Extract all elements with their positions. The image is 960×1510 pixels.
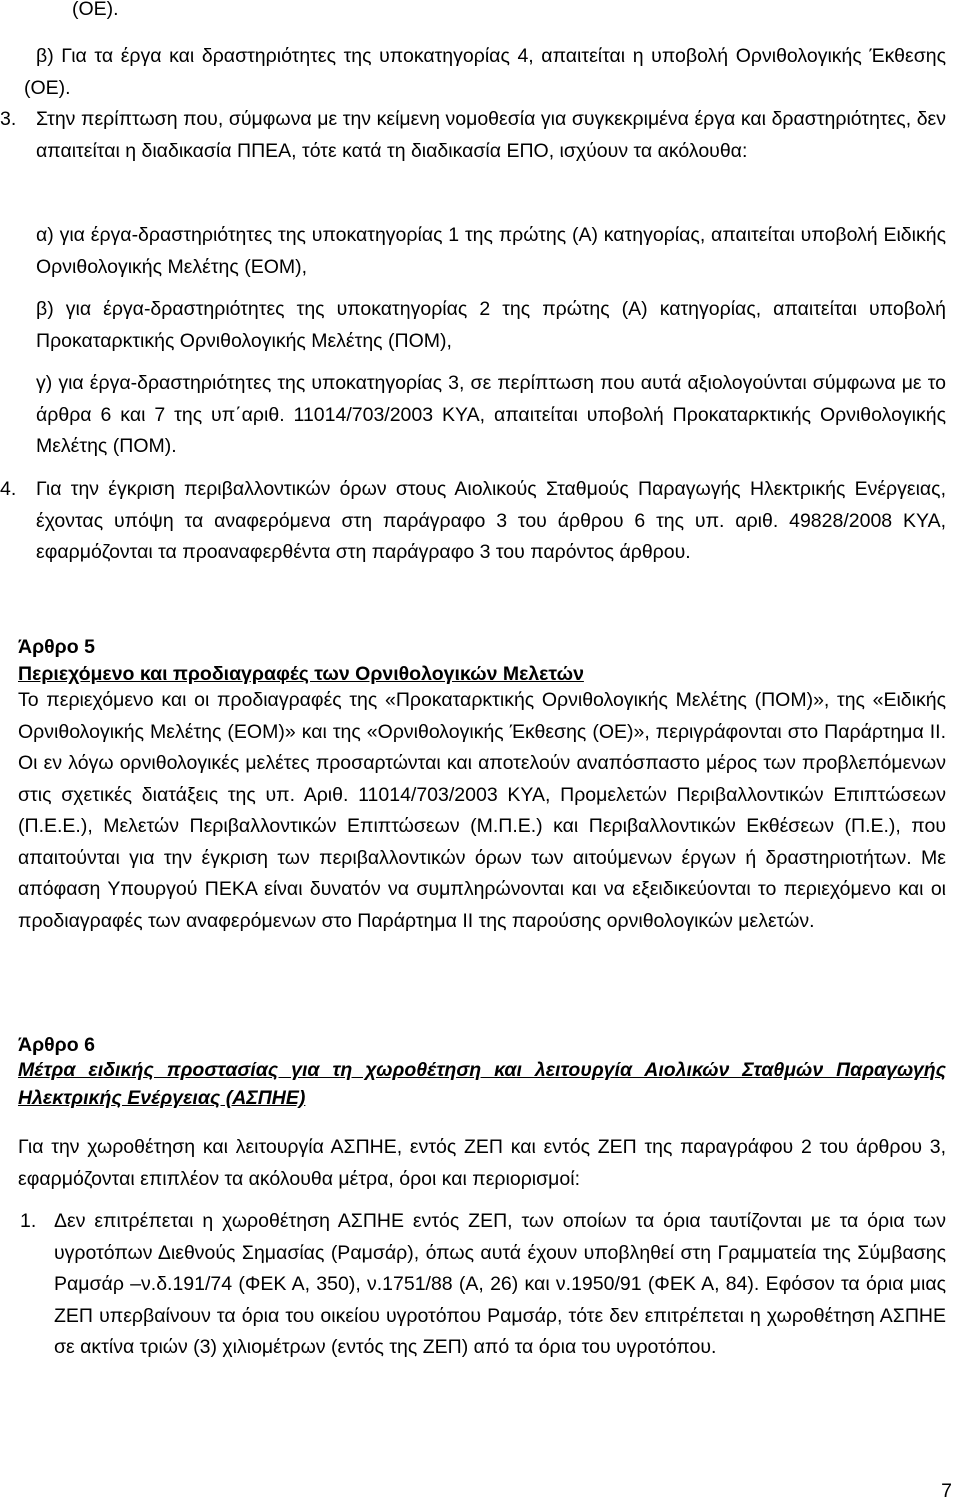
article-6-item-1-number: 1. (20, 1210, 37, 1232)
top-fragment: (ΟΕ). (72, 0, 119, 20)
article-5-body: Το περιεχόμενο και οι προδιαγραφές της «Προκαταρκτικής Ορνιθολογικής Μελέτης (ΠΟΜ)», της «Ειδικής Ορνιθολογικής Μελέτης (ΕΟΜ)» και της «Ορνιθολογικής Έκθεσης (ΟΕ)», περιγράφονται στο Παράρτημα ΙΙ. Οι εν λόγω ορνιθολογικές μελέτες προσαρτώνται και αποτελούν αναπόσπαστο μέρος των προβλεπόμενων στις σχετικές διατάξεις της υπ. Αριθ. 11014/703/2003 ΚΥΑ, Προμελετών Περιβαλλοντικών Επιπτώσεων (Π.Ε.Ε.), Μελετών Περιβαλλοντικών Επιπτώσεων (Μ.Π.Ε.) και Περιβαλλοντικών Εκθέσεων (Π.Ε.), που απαιτούνται για την έγκριση των περιβαλλοντικών όρων των αιτούμενων έργων ή δραστηριοτήτων. Με απόφαση Υπουργού ΠΕΚΑ είναι δυνατόν να συμπληρώνονται και να εξειδικεύονται το περιεχόμενο και οι προδιαγραφές των αναφερόμενων στο Παράρτημα ΙΙ της παρούσης ορνιθολογικών μελετών. (18, 689, 946, 932)
article-6-item-1-text: Δεν επιτρέπεται η χωροθέτηση ΑΣΠΗΕ εντός ΖΕΠ, των οποίων τα όρια ταυτίζονται με τα όρια των υγροτόπων Διεθνούς Σημασίας (Ραμσάρ), όπως αυτά έχουν υποβληθεί στη Γραμματεία της Σύμβασης Ραμσάρ –ν.δ.191/74 (ΦΕΚ Α, 350), ν.1751/88 (Α, 26) και ν.1950/91 (ΦΕΚ Α, 84). Εφόσον τα όρια μιας ΖΕΠ υπερβαίνουν τα όρια του οικείου υγροτόπου Ραμσάρ, τότε δεν επιτρέπεται η χωροθέτηση ΑΣΠΗΕ σε ακτίνα τριών (3) χιλιομέτρων (εντός της ΖΕΠ) από τα όρια του υγροτόπου. (54, 1210, 946, 1358)
article-6-heading: Άρθρο 6 (18, 1034, 95, 1056)
item-3-c: γ) για έργα-δραστηριότητες της υποκατηγορίας 3, σε περίπτωση που αυτά αξιολογούνται σύμφωνα με το άρθρα 6 και 7 της υπ΄αριθ. 11014/703/2003 ΚΥΑ, απαιτείται υποβολή Προκαταρκτικής Ορνιθολογικής Μελέτης (ΠΟΜ). (36, 372, 946, 457)
article-6-intro: Για την χωροθέτηση και λειτουργία ΑΣΠΗΕ, εντός ΖΕΠ και εντός ΖΕΠ της παραγράφου 2 του άρθρου 3, εφαρμόζονται επιπλέον τα ακόλουθα μέτρα, όροι και περιορισμοί: (18, 1136, 946, 1190)
item-4-text: Για την έγκριση περιβαλλοντικών όρων στους Αιολικούς Σταθμούς Παραγωγής Ηλεκτρικής Ενέργειας, έχοντας υπόψη τα αναφερόμενα στη παράγραφο 3 του άρθρου 6 της υπ. αριθ. 49828/2008 ΚΥΑ, εφαρμόζονται τα προαναφερθέντα στη παράγραφο 3 του παρόντος άρθρου. (36, 478, 946, 563)
item-4-number: 4. (0, 478, 17, 500)
item-3-b: β) για έργα-δραστηριότητες της υποκατηγορίας 2 της πρώτης (Α) κατηγορίας, απαιτείται υποβολή Προκαταρκτικής Ορνιθολογικής Μελέτης (ΠΟΜ), (36, 298, 946, 352)
page-number: 7 (941, 1480, 952, 1502)
article-5-heading: Άρθρο 5 (18, 636, 95, 658)
item-3-number: 3. (0, 108, 17, 130)
article-6-title: Μέτρα ειδικής προστασίας για τη χωροθέτηση και λειτουργία Αιολικών Σταθμών Παραγωγής Ηλεκτρικής Ενέργειας (ΑΣΠΗΕ) (18, 1059, 946, 1109)
item-beta-top: β) Για τα έργα και δραστηριότητες της υποκατηγορίας 4, απαιτείται η υποβολή Ορνιθολογικής Έκθεσης (ΟΕ). (24, 45, 946, 99)
item-3-text: Στην περίπτωση που, σύμφωνα με την κείμενη νομοθεσία για συγκεκριμένα έργα και δραστηριότητες, δεν απαιτείται η διαδικασία ΠΠΕΑ, τότε κατά τη διαδικασία ΕΠΟ, ισχύουν τα ακόλουθα: (36, 108, 946, 162)
article-5-title: Περιεχόμενο και προδιαγραφές των Ορνιθολογικών Μελετών (18, 663, 584, 685)
item-3-a: α) για έργα-δραστηριότητες της υποκατηγορίας 1 της πρώτης (Α) κατηγορίας, απαιτείται υποβολή Ειδικής Ορνιθολογικής Μελέτης (ΕΟΜ), (36, 224, 946, 278)
